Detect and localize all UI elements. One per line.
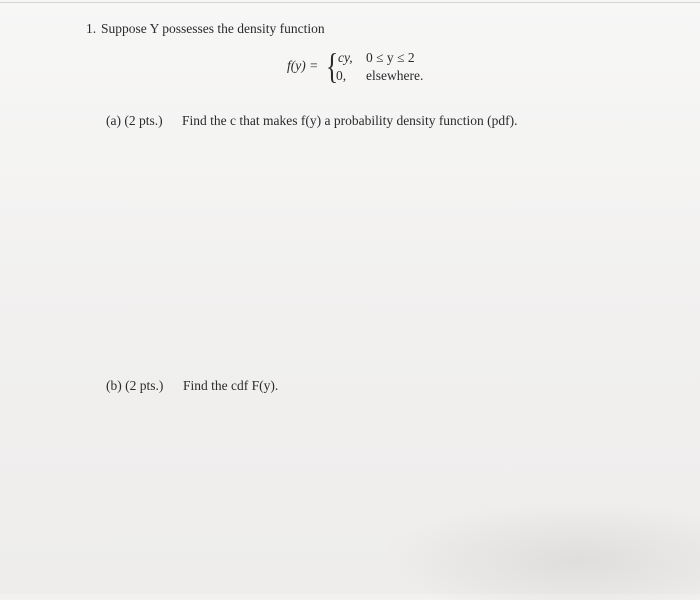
equation-lhs: f(y) = bbox=[287, 58, 319, 73]
part-b-text: Find the cdf F(y). bbox=[183, 378, 279, 393]
case2-value: 0, bbox=[336, 68, 347, 83]
part-a-label: (a) (2 pts.) bbox=[106, 113, 163, 128]
piecewise-brace: { bbox=[326, 46, 339, 86]
top-rule bbox=[0, 2, 700, 3]
case2-condition: elsewhere. bbox=[366, 68, 424, 83]
case1-value: cy, bbox=[338, 50, 353, 65]
case1-condition: 0 ≤ y ≤ 2 bbox=[366, 50, 415, 65]
question-number: 1. bbox=[86, 21, 97, 36]
question-stem: Suppose Y possesses the density function bbox=[101, 21, 325, 36]
part-a-text: Find the c that makes f(y) a probability density function (pdf). bbox=[182, 113, 518, 128]
paper-shadow bbox=[380, 500, 700, 600]
part-b-label: (b) (2 pts.) bbox=[106, 378, 164, 393]
